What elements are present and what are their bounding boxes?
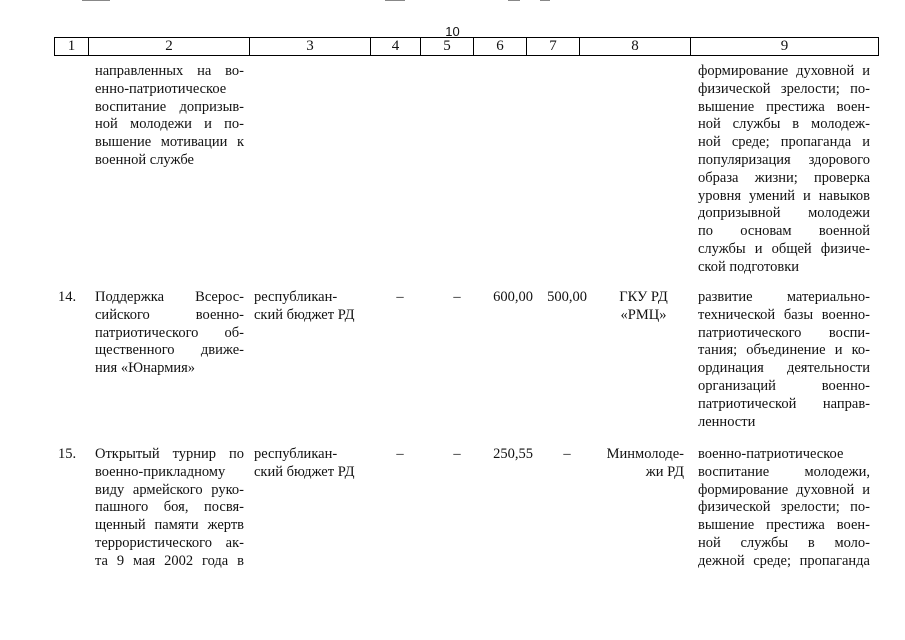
cont-description: направленных на во- енно-патриотическое воспитание допризыв- ной молодежи и по- вышение мотивации к военной службе <box>95 63 244 168</box>
row15-executor: Минмолоде- жи РД <box>606 446 684 480</box>
col-header-6: 6 <box>474 38 527 56</box>
row14-col5-value: – <box>453 289 461 305</box>
row14-col4-value: – <box>396 289 404 305</box>
page-number: 10 <box>445 24 460 39</box>
row15-description: Открытый турнир по военно-прикладному виду армейского руко- пашного боя, посвя- щенный памяти жертв террористического ак- та 9 мая 2002 года в <box>95 446 244 569</box>
col-header-9: 9 <box>691 38 879 56</box>
cont-result: формирование духовной и физической зрелости; по- вышение престижа воен- ной службы в молодеж- ной среде; пропаганда и популяризация здорового образа жизни; проверка уровня умений и навыков допризывной молодежи по основам военной службы и общей физиче- ской подготовки <box>698 63 870 275</box>
row14-col6-value: 600,00 <box>493 289 533 305</box>
table-header-row <box>54 37 879 56</box>
col-header-8: 8 <box>580 38 691 56</box>
col-header-1: 1 <box>55 38 89 56</box>
col-header-4: 4 <box>371 38 421 56</box>
col-header-2: 2 <box>89 38 250 56</box>
row15-funding-source: республикан- ский бюджет РД <box>254 446 355 480</box>
row14-description: Поддержка Всерос- сийского военно- патриотического об- щественного движе- ния «Юнармия» <box>95 289 244 377</box>
row15-col7-value: – <box>563 446 571 462</box>
row14-funding-source: республикан- ский бюджет РД <box>254 289 355 323</box>
col-header-7: 7 <box>527 38 580 56</box>
col-header-3: 3 <box>250 38 371 56</box>
row14-number: 14. <box>58 289 77 305</box>
col-header-5: 5 <box>421 38 474 56</box>
row14-result: развитие материально- технической базы военно- патриотического воспи- тания; объединение и ко- ординация деятельности организаций военно- патриотической направ- ленности <box>698 289 870 430</box>
row14-executor: ГКУ РД «РМЦ» <box>619 289 668 323</box>
row15-col4-value: – <box>396 446 404 462</box>
scan-edge <box>0 0 905 3</box>
row15-number: 15. <box>58 446 77 462</box>
row15-col5-value: – <box>453 446 461 462</box>
row15-col6-value: 250,55 <box>493 446 533 462</box>
row14-col7-value: 500,00 <box>547 289 587 305</box>
row15-result: военно-патриотическое воспитание молодежи, формирование духовной и физической зрелости; по- вышение престижа воен- ной службы в моло- дежной среде; пропаганда <box>698 446 870 569</box>
